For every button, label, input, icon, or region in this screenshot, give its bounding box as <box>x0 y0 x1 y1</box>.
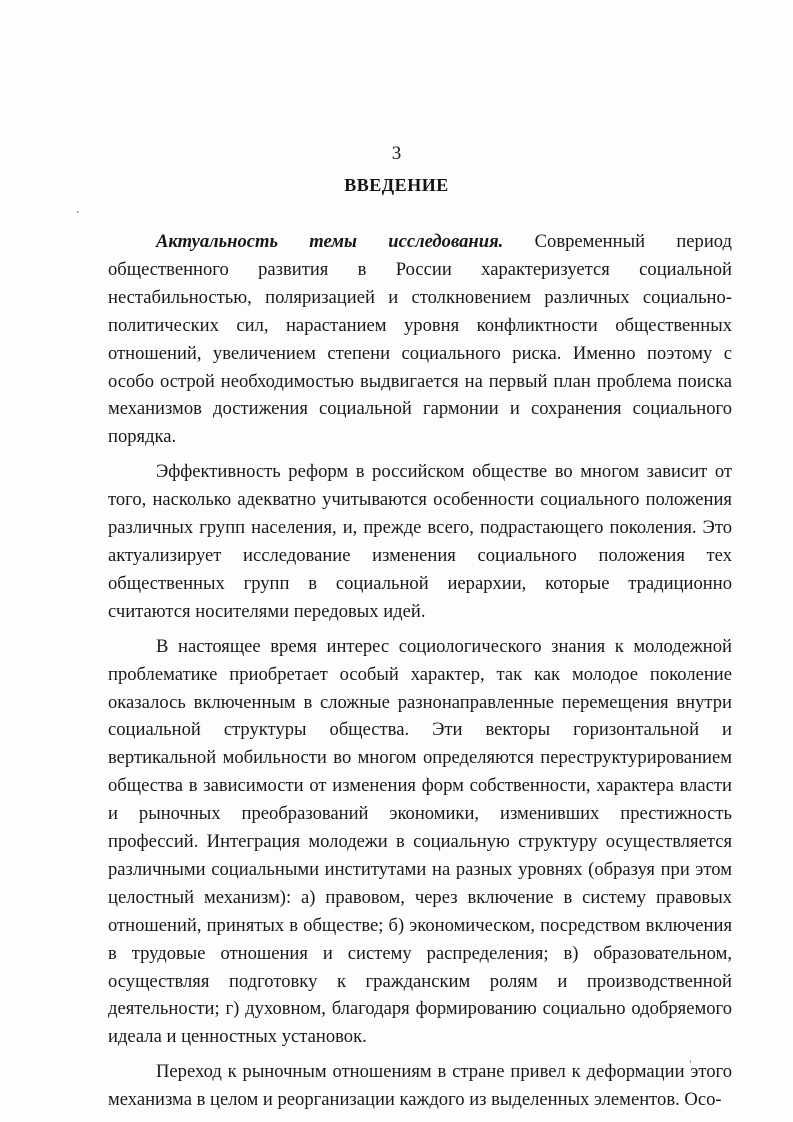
page-number: 3 <box>391 143 402 164</box>
paragraph-text: В настоящее время интерес социологического знания к молодежной проблематике приобретает особый характер, так как молодое поколение оказалось включенным в сложные разнонаправленные перемещения внутри социальной структуры общества. Эти векторы горизонтальной и вертикальной мобильности во многом определяются переструктурированием общества в зависимости от изменения форм собственности, характера власти и рыночных преобразований экономики, изменивших престижность профессий. Интеграция молодежи в социальную структуру осуществляется различными социальными институтами на разных уровнях (образуя при этом целостный механизм): а) правовом, через включение в систему правовых отношений, принятых в обществе; б) экономическом, посредством включения в трудовые отношения и систему распределения; в) образовательном, осуществляя подготовку к гражданским ролям и производственной деятельности; г) духовном, благодаря формированию социально одобряемого идеала и ценностных установок. <box>108 635 732 1048</box>
body-text <box>108 228 732 1114</box>
paragraph-lead: Актуальность темы исследования. <box>156 231 504 252</box>
paragraph <box>108 1058 732 1114</box>
paragraph <box>108 633 732 1052</box>
paragraph-text: Эффективность реформ в российском обществе во многом зависит от того, насколько адекватно учитываются особенности социального положения различных групп населения, и, прежде всего, подрастающего поколения. Это актуализирует исследование изменения социального положения тех общественных групп в социальной иерархии, которые традиционно считаются носителями передовых идей. <box>108 461 732 622</box>
paragraph-text: Переход к рыночным отношениям в стране привел к деформации этого механизма в целом и реорганизации каждого из выделенных элементов. Осо- <box>108 1061 732 1111</box>
paragraph-text: Современный период общественного развития в России характеризуется социальной нестабильностью, поляризацией и столкновением различных социально-политических сил, нарастанием уровня конфликтности общественных отношений, увеличением степени социального риска. Именно поэтому с особо острой необходимостью выдвигается на первый план проблема поиска механизмов достижения социальной гармонии и сохранения социального порядка. <box>108 231 732 448</box>
paragraph <box>108 458 732 625</box>
paragraph <box>108 228 732 451</box>
section-heading: ВВЕДЕНИЕ <box>344 175 449 195</box>
scan-speck <box>77 211 79 213</box>
